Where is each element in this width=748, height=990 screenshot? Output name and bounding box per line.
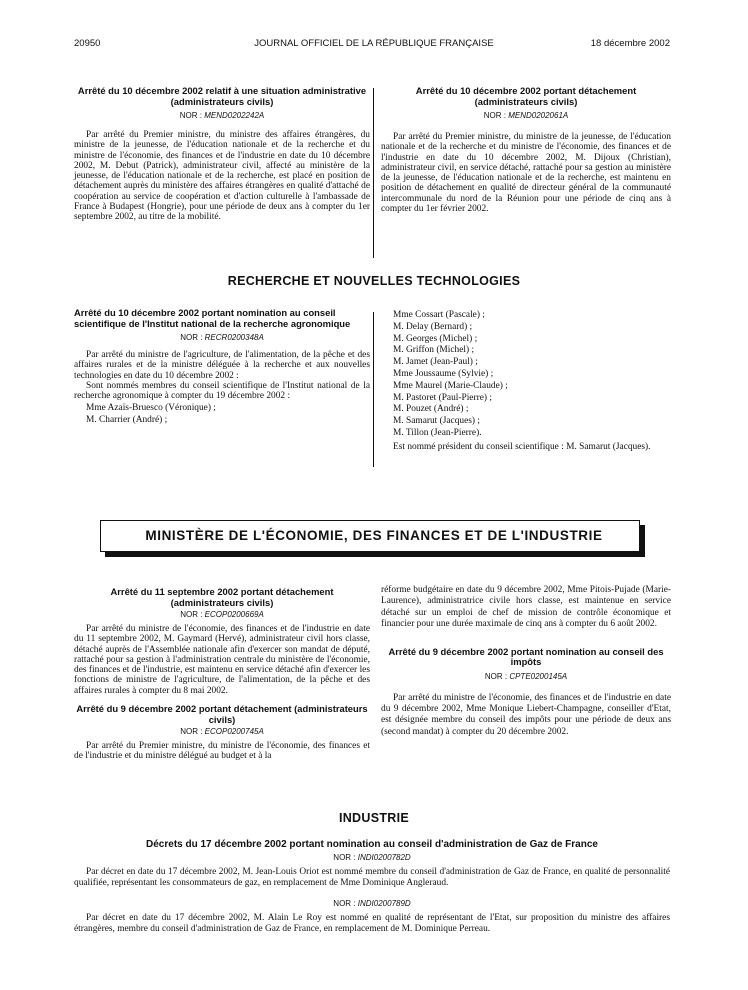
nor-reference: NOR : MEND0202061A	[483, 111, 569, 120]
member-item: M. Pouzet (André) ;	[393, 404, 469, 415]
article-text: Par arrêté du ministre de l'économie, des finances et de l'industrie en date du 9 décembre 2002, Mme Monique Liebert-Champagne, conseiller d'Etat, est désignée membre du conseil des impôts pour une période de deux ans (second mandat) à compter du 20 décembre 2002.	[381, 692, 671, 737]
article-text: Par décret en date du 17 décembre 2002, M. Jean-Louis Oriot est nommé membre du conseil d'administration de Gaz de France, en qualité de personnalité qualifiée, représentant les consommateurs de gaz, en remplacement de Mme Dominique Angleraud.	[74, 866, 670, 889]
article-title: Arrêté du 10 décembre 2002 portant nomination au conseil scientifique de l'Institut national de la recherche agronomique	[74, 307, 351, 329]
member-item: M. Pastoret (Paul-Pierre) ;	[393, 392, 492, 403]
nor-reference: NOR : CPTE0200145A	[484, 671, 568, 681]
article-pitois-conseil-impots	[381, 585, 671, 738]
article-title: Arrêté du 9 décembre 2002 portant détachement (administrateurs civils)	[76, 703, 368, 725]
member-item: Mme Azaïs-Bruesco (Véronique) ;	[86, 403, 216, 414]
issue-date: 18 décembre 2002	[590, 38, 670, 49]
member-item: M. Delay (Bernard) ;	[393, 321, 473, 332]
article-gaymard	[74, 587, 370, 762]
member-item: M. Georges (Michel) ;	[393, 333, 478, 344]
article-title: Arrêté du 10 décembre 2002 portant détachement (administrateurs civils)	[415, 85, 637, 107]
article-text: Par décret en date du 17 décembre 2002, M. Alain Le Roy est nommé en qualité de représentant de l'Etat, sur proposition du ministre des affaires étrangères, membre du conseil d'administration de Gaz de France, en remplacement de M. Dominique Perreau.	[74, 912, 670, 935]
section-heading-ministere: MINISTÈRE DE L'ÉCONOMIE, DES FINANCES ET DE L'INDUSTRIE	[145, 528, 603, 543]
article-text: Par arrêté du Premier ministre, du ministre de la jeunesse, de l'éducation nationale et de la recherche et du ministre de l'économie, des finances et de l'industrie en date du 10 décembre 2002, M. Dijoux (Christian), administrateur civil, en service détaché, rattaché pour sa gestion au ministère de la jeunesse, de l'éducation nationale et de la recherche, est maintenu en position de détachement en qualité de directeur général de la communauté intercommunale du nord de la Réunion pour une période de cinq ans à compter du 1er février 2002.	[381, 132, 671, 215]
article-text: réforme budgétaire en date du 9 décembre 2002, Mme Pitois-Pujade (Marie-Laurence), administratrice civile hors classe, est maintenue en service détaché sur un emploi de chef de mission de contrôle économique et financier pour une durée maximale de cinq ans à compter du 6 août 2002.	[381, 585, 671, 630]
member-item: Mme Cossart (Pascale) ;	[393, 310, 485, 320]
section-heading-industrie: INDUSTRIE	[338, 811, 410, 825]
article-title: Arrêté du 10 décembre 2002 relatif à une situation administrative (administrateurs civils)	[77, 85, 367, 107]
article-text: Par arrêté du ministre de l'économie, des finances et de l'industrie en date du 11 septembre 2002, M. Gaymard (Hervé), administrateur civil hors classe, détaché auprès de l'Assemblée nationale afin d'exercer son mandat de député, rattaché pour sa gestion à l'administration centrale du ministère de l'économie, des finances et de l'industrie, est maintenu en service détaché afin d'exercer les fonctions de ministre de l'agriculture, de l'alimentation, de la pêche et des affaires rurales à compter du 8 mai 2002.	[74, 624, 370, 696]
nor-reference: NOR : MEND0202242A	[179, 111, 265, 120]
nor-reference: NOR : ECOP0200745A	[180, 727, 264, 737]
page-number: 20950	[74, 38, 101, 49]
article-gaz-de-france	[74, 840, 670, 936]
article-inra	[74, 308, 370, 427]
member-list	[381, 310, 671, 452]
nor-reference: NOR : RECR0200348A	[180, 333, 264, 342]
article-dijoux	[381, 86, 671, 214]
column-divider	[373, 88, 374, 258]
nor-reference: NOR : INDI0200789D	[333, 898, 411, 908]
article-title: Décrets du 17 décembre 2002 portant nomination au conseil d'administration de Gaz de France	[146, 839, 598, 850]
member-item: M. Tillon (Jean-Pierre).	[393, 427, 482, 438]
article-text: Est nommé président du conseil scientifique : M. Samarut (Jacques).	[393, 441, 651, 452]
section-heading-recherche: RECHERCHE ET NOUVELLES TECHNOLOGIES	[227, 274, 521, 288]
nor-reference: NOR : INDI0200782D	[333, 852, 411, 862]
member-item: Mme Joussaume (Sylvie) ;	[393, 368, 494, 379]
article-text: Sont nommés membres du conseil scientifique de l'Institut national de la recherche agronomique à compter du 19 décembre 2002 :	[74, 380, 370, 402]
article-text: Par arrêté du Premier ministre, du ministre de l'économie, des finances et de l'industrie et du ministre délégué au budget et à la	[74, 741, 370, 762]
article-text: Par arrêté du ministre de l'agriculture, de l'alimentation, de la pêche et des affaires rurales et de la ministre déléguée à la recherche et aux nouvelles technologies en date du 10 décembre 2002 :	[74, 350, 370, 381]
member-item: M. Charrier (André) ;	[86, 415, 168, 426]
nor-reference: NOR : ECOP0200669A	[180, 610, 264, 619]
member-item: M. Samarut (Jacques) ;	[393, 416, 480, 427]
article-debut	[74, 86, 370, 223]
article-text: Par arrêté du Premier ministre, du ministre des affaires étrangères, du ministre de la jeunesse, de l'éducation nationale et de la recherche et du ministre de l'économie, des finances et de l'industrie en date du 10 décembre 2002, M. Debut (Patrick), administrateur civil, affecté au ministère de la jeunesse, de l'éducation nationale et de la recherche, est placé en position de détachement auprès du ministère des affaires étrangères en qualité d'attaché de coopération au service de coopération et d'action culturelle à l'ambassade de France à Budapest (Hongrie), pour une période de deux ans à compter du 1er septembre 2002, au titre de la mobilité.	[74, 130, 370, 223]
member-item: M. Jamet (Jean-Paul) ;	[393, 357, 478, 368]
column-divider	[373, 312, 374, 467]
member-item: M. Griffon (Michel) ;	[393, 345, 475, 356]
member-item: Mme Maurel (Marie-Claude) ;	[393, 380, 508, 391]
article-title: Arrêté du 11 septembre 2002 portant détachement (administrateurs civils)	[110, 586, 334, 608]
article-title: Arrêté du 9 décembre 2002 portant nomination au conseil des impôts	[388, 645, 664, 668]
journal-title: JOURNAL OFFICIEL DE LA RÉPUBLIQUE FRANÇAISE	[254, 38, 494, 49]
